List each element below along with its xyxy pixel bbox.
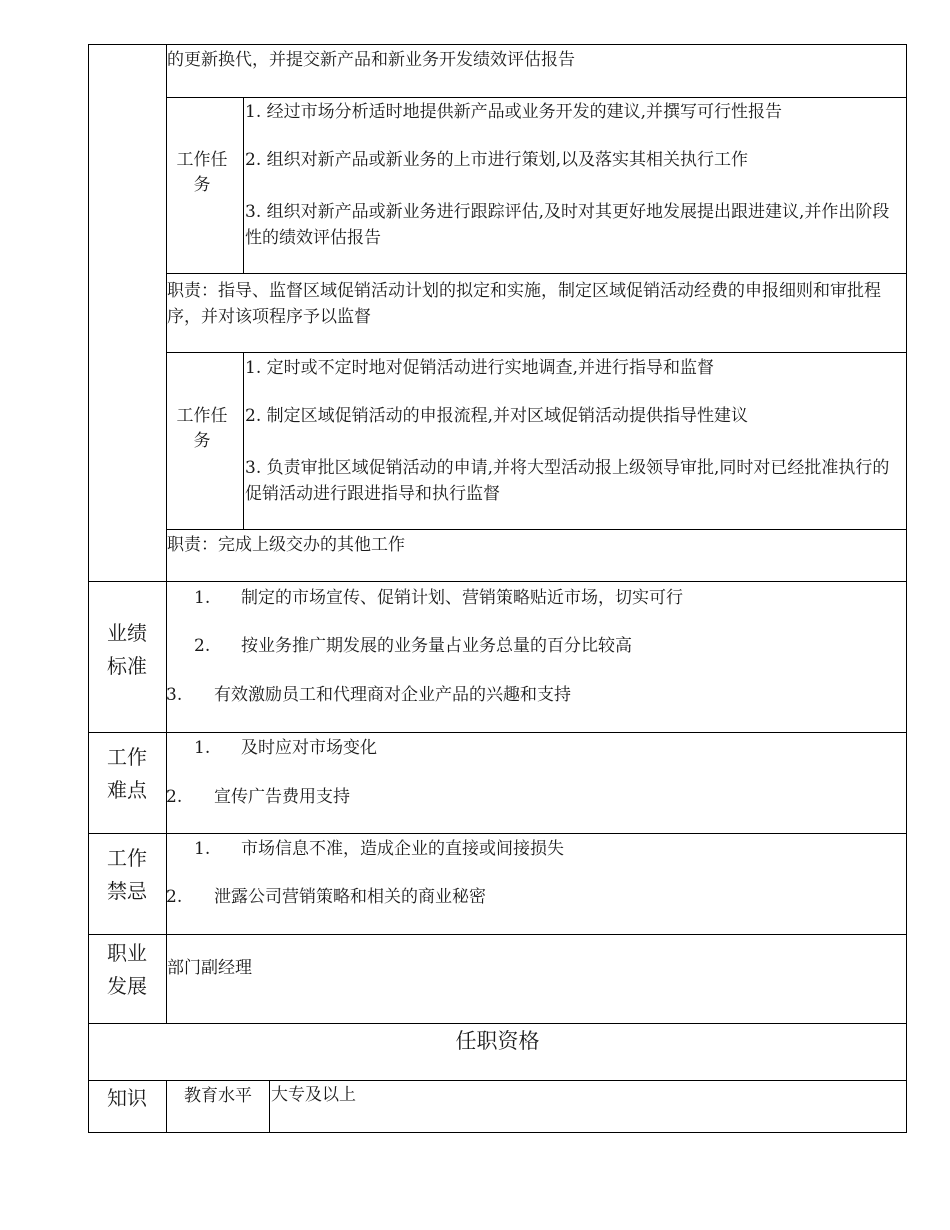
task-item: 3. 组织对新产品或新业务进行跟踪评估,及时对其更好地发展提出跟进建议,并作出阶段性的绩效评估报告 bbox=[245, 202, 890, 248]
intro-line: 的更新换代，并提交新产品和新业务开发绩效评估报告 bbox=[167, 50, 575, 70]
taboo-item: 2. 泄露公司营销策略和相关的商业秘密 bbox=[166, 887, 486, 907]
task-label-divider bbox=[243, 97, 244, 274]
task-item: 2. 组织对新产品或新业务的上市进行策划,以及落实其相关执行工作 bbox=[245, 150, 749, 170]
table-border-right bbox=[906, 44, 907, 1133]
duty-text: 职责：指导、监督区域促销活动计划的拟定和实施，制定区域促销活动经费的申报细则和审批程序，并对该项程序予以监督 bbox=[167, 281, 881, 327]
section-divider bbox=[88, 1080, 907, 1081]
performance-item: 1. 制定的市场宣传、促销计划、营销策略贴近市场，切实可行 bbox=[194, 588, 683, 608]
career-label: 职业发展 bbox=[107, 941, 147, 998]
table-border-top bbox=[88, 44, 907, 45]
performance-label: 业绩标准 bbox=[107, 621, 147, 678]
row-divider bbox=[166, 529, 907, 530]
qualifications-title: 任职资格 bbox=[455, 1029, 540, 1053]
section-divider bbox=[88, 1023, 907, 1024]
education-value: 大专及以上 bbox=[271, 1085, 356, 1105]
difficulties-label: 工作难点 bbox=[107, 745, 147, 802]
education-label: 教育水平 bbox=[184, 1086, 252, 1106]
task-item: 2. 制定区域促销活动的申报流程,并对区域促销活动提供指导性建议 bbox=[245, 406, 749, 426]
table-border-bottom bbox=[88, 1132, 907, 1133]
knowledge-label: 知识 bbox=[107, 1086, 147, 1110]
row-divider bbox=[166, 273, 907, 274]
section-divider bbox=[88, 732, 907, 733]
section-divider bbox=[88, 934, 907, 935]
task-label: 工作任务 bbox=[176, 406, 228, 451]
difficulty-item: 2. 宣传广告费用支持 bbox=[166, 787, 350, 807]
duty-text: 职责：完成上级交办的其他工作 bbox=[167, 535, 405, 555]
row-divider bbox=[166, 97, 907, 98]
difficulty-item: 1. 及时应对市场变化 bbox=[194, 738, 377, 758]
task-label: 工作任务 bbox=[176, 150, 228, 195]
career-text: 部门副经理 bbox=[167, 958, 252, 978]
taboos-label: 工作禁忌 bbox=[107, 846, 147, 903]
section-divider bbox=[88, 833, 907, 834]
performance-item: 3. 有效激励员工和代理商对企业产品的兴趣和支持 bbox=[166, 685, 571, 705]
task-label-divider bbox=[243, 352, 244, 530]
education-divider bbox=[269, 1080, 270, 1133]
taboo-item: 1. 市场信息不准，造成企业的直接或间接损失 bbox=[194, 839, 564, 859]
row-divider bbox=[166, 352, 907, 353]
performance-item: 2. 按业务推广期发展的业务量占业务总量的百分比较高 bbox=[194, 636, 632, 656]
section-divider bbox=[88, 581, 907, 582]
task-item: 1. 经过市场分析适时地提供新产品或业务开发的建议,并撰写可行性报告 bbox=[245, 102, 783, 122]
task-item: 1. 定时或不定时地对促销活动进行实地调查,并进行指导和监督 bbox=[245, 358, 715, 378]
table-border-left bbox=[88, 44, 89, 1133]
task-item: 3. 负责审批区域促销活动的申请,并将大型活动报上级领导审批,同时对已经批准执行的促销活动进行跟进指导和执行监督 bbox=[245, 458, 890, 504]
